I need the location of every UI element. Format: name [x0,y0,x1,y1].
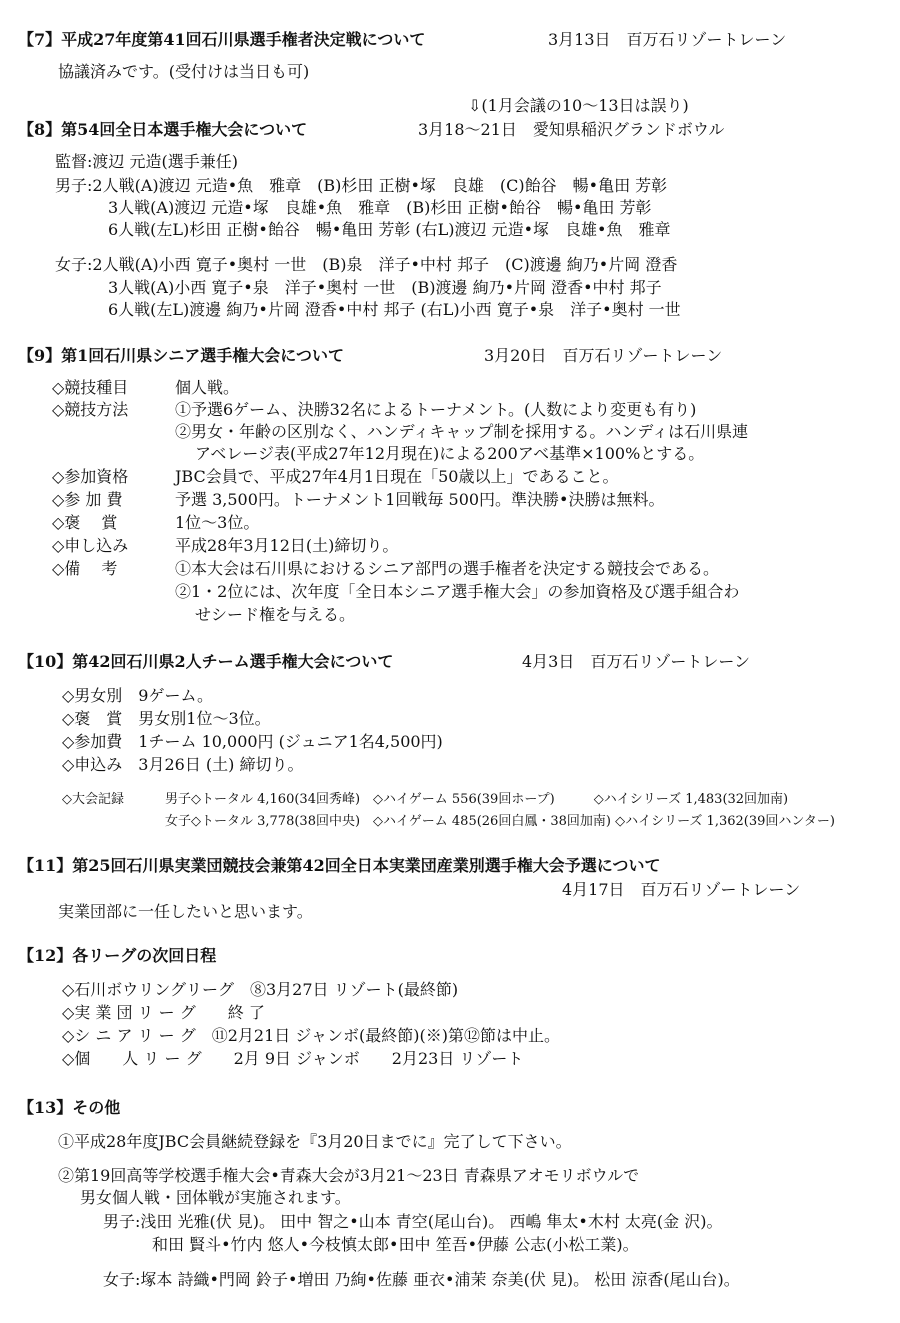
section-9-label-award: ◇褒 賞 [52,513,118,532]
section-7-note: 協議済みです。(受付けは当日も可) [58,62,310,81]
league-item-ishikawa: ◇石川ボウリングリーグ ⑧3月27日 リゾート(最終節) [62,980,459,999]
section-8-date-venue: 3月18〜21日 愛知県稲沢グランドボウル [418,120,725,139]
section-13-item-1: ①平成28年度JBC会員継続登録を『3月20日までに』完了して下さい。 [58,1132,572,1151]
section-8-women-line-2: 3人戦(A)小西 寛子•泉 洋子•奥村 一世 (B)渡邊 絢乃•片岡 澄香•中村 邦子 [108,278,662,297]
section-11-date-venue: 4月17日 百万石リゾートレーン [562,880,801,899]
section-10-format: ◇男女別 9ゲーム。 [62,686,213,705]
section-9-value-award: 1位〜3位。 [175,513,260,532]
section-9-label-application: ◇申し込み [52,536,129,555]
section-8-women-line-3: 6人戦(左L)渡邊 絢乃•片岡 澄香•中村 邦子 (右L)小西 寛子•泉 洋子•奥村 一世 [108,300,681,319]
section-10-record-label: ◇大会記録 [62,792,124,807]
section-9-value-remarks-1: ①本大会は石川県におけるシニア部門の選手権者を決定する競技会である。 [175,559,720,578]
section-10-heading: 【10】第42回石川県2人チーム選手権大会について [18,652,394,671]
section-11-heading: 【11】第25回石川県実業団競技会兼第42回全日本実業団産業別選手権大会予選について [18,856,661,875]
section-10-record-women: 女子◇トータル 3,778(38回中央) ◇ハイゲーム 485(26回白鳳・38回加南) ◇ハイシリーズ 1,362(39回ハンター) [165,814,835,829]
section-11-note: 実業団部に一任したいと思います。 [58,902,313,921]
section-10-date-venue: 4月3日 百万石リゾートレーン [522,652,751,671]
section-8-correction: ⇩(1月会議の10〜13日は誤り) [468,96,689,115]
section-13-boys-line-1: 男子:浅田 光雅(伏 見)。 田中 智之•山本 青空(尾山台)。 西嶋 隼太•木村 太亮(金 沢)。 [103,1212,723,1231]
section-10-record-men: 男子◇トータル 4,160(34回秀峰) ◇ハイゲーム 556(39回ホープ) ◇ハイシリーズ 1,483(32回加南) [165,792,789,807]
section-7-heading: 【7】平成27年度第41回石川県選手権者決定戦について [18,30,426,49]
section-8-men-line-2: 3人戦(A)渡辺 元造•塚 良雄•魚 雅章 (B)杉田 正樹•飴谷 暢•亀田 芳彰 [108,198,652,217]
section-9-label-remarks: ◇備 考 [52,559,118,578]
section-9-value-remarks-3: せシード権を与える。 [195,605,356,624]
section-9-date-venue: 3月20日 百万石リゾートレーン [484,346,723,365]
section-9-value-event: 個人戦。 [175,378,240,397]
league-item-business: ◇実 業 団 リ ー グ 終 了 [62,1003,265,1022]
section-8-manager: 監督:渡辺 元造(選手兼任) [55,152,238,171]
section-9-value-remarks-2: ②1・2位には、次年度「全日本シニア選手権大会」の参加資格及び選手組合わ [175,582,740,601]
section-13-item-2-line-1: ②第19回高等学校選手権大会•青森大会が3月21〜23日 青森県アオモリボウルで [58,1166,640,1185]
section-8-women-line-1: 女子:2人戦(A)小西 寛子•奥村 一世 (B)泉 洋子•中村 邦子 (C)渡邊 絢乃•片岡 澄香 [55,255,678,274]
section-13-boys-line-2: 和田 賢斗•竹内 悠人•今枝慎太郎•田中 笙吾•伊藤 公志(小松工業)。 [152,1235,639,1254]
section-9-label-event: ◇競技種目 [52,378,129,397]
section-9-value-method-3: アベレージ表(平成27年12月現在)による200アベ基準×100%とする。 [195,444,705,463]
section-10-award: ◇褒 賞 男女別1位〜3位。 [62,709,271,728]
section-9-label-eligibility: ◇参加資格 [52,467,129,486]
section-9-value-method-2: ②男女・年齢の区別なく、ハンディキャップ制を採用する。ハンディは石川県連 [175,422,749,441]
section-9-value-eligibility: JBC会員で、平成27年4月1日現在「50歳以上」であること。 [175,467,619,486]
section-7-date-venue: 3月13日 百万石リゾートレーン [548,30,787,49]
league-item-senior: ◇シ ニ ア リ ー グ ⑪2月21日 ジャンボ(最終節)(※)第⑫節は中止。 [62,1026,561,1045]
section-10-fee: ◇参加費 1チーム 10,000円 (ジュニア1名4,500円) [62,732,443,751]
section-8-men-line-3: 6人戦(左L)杉田 正樹•飴谷 暢•亀田 芳彰 (右L)渡辺 元造•塚 良雄•魚 雅章 [108,220,671,239]
section-8-men-line-1: 男子:2人戦(A)渡辺 元造•魚 雅章 (B)杉田 正樹•塚 良雄 (C)飴谷 暢•亀田 芳彰 [55,176,668,195]
league-item-individual: ◇個 人 リ ー グ 2月 9日 ジャンボ 2月23日 リゾート [62,1049,524,1068]
section-9-value-method-1: ①予選6ゲーム、決勝32名によるトーナメント。(人数により変更も有り) [175,400,697,419]
section-13-girls-line: 女子:塚本 詩織•門岡 鈴子•増田 乃絢•佐藤 亜衣•浦茉 奈美(伏 見)。 松田 涼香(尾山台)。 [103,1270,740,1289]
section-13-heading: 【13】その他 [18,1098,121,1117]
section-9-value-application: 平成28年3月12日(土)締切り。 [175,536,399,555]
section-9-label-fee: ◇参 加 費 [52,490,123,509]
section-13-item-2-line-2: 男女個人戦・団体戦が実施されます。 [80,1188,351,1207]
section-8-heading: 【8】第54回全日本選手権大会について [18,120,308,139]
section-12-heading: 【12】各リーグの次回日程 [18,946,217,965]
section-9-heading: 【9】第1回石川県シニア選手権大会について [18,346,344,365]
section-9-value-fee: 予選 3,500円。トーナメント1回戦毎 500円。準決勝•決勝は無料。 [175,490,665,509]
section-10-application: ◇申込み 3月26日 (土) 締切り。 [62,755,304,774]
section-9-label-method: ◇競技方法 [52,400,129,419]
